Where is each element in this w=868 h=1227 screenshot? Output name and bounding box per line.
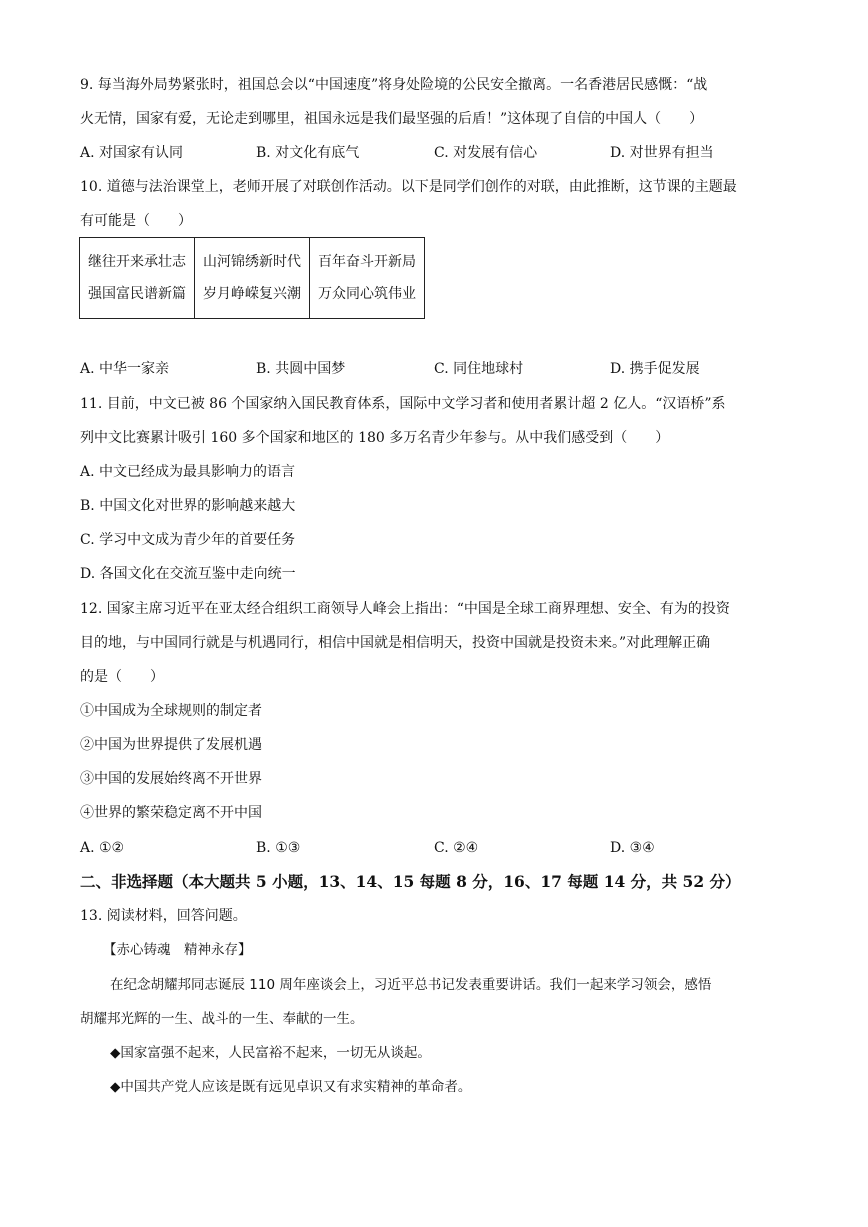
couplet-bottom: 万众同心筑伟业 [318, 286, 416, 302]
q12-option-c[interactable]: C. ②④ [434, 840, 479, 856]
q11-option-d[interactable]: D. 各国文化在交流互鉴中走向统一 [80, 566, 296, 582]
couplet-cell [310, 238, 425, 319]
q12-option-b[interactable]: B. ①③ [256, 840, 301, 856]
q9-option-a[interactable]: A. 对国家有认同 [80, 145, 184, 161]
q10-option-a[interactable]: A. 中华一家亲 [80, 361, 170, 377]
q12-option-d[interactable]: D. ③④ [610, 840, 655, 856]
couplet-bottom: 岁月峥嵘复兴潮 [203, 286, 301, 302]
q11-option-a[interactable]: A. 中文已经成为最具影响力的语言 [80, 464, 296, 480]
couplet-table [79, 237, 425, 319]
q13-bullet-1: ◆国家富强不起来，人民富裕不起来，一切无从谈起。 [110, 1045, 431, 1061]
couplet-cell [80, 238, 195, 319]
couplet-top: 百年奋斗开新局 [318, 254, 416, 270]
q12-statement-3: ③中国的发展始终离不开世界 [80, 771, 262, 787]
q10-stem-line1: 10. 道德与法治课堂上，老师开展了对联创作活动。以下是同学们创作的对联，由此推断，这节课的主题最 [80, 179, 737, 195]
q11-option-b[interactable]: B. 中国文化对世界的影响越来越大 [80, 498, 296, 514]
q13-bullet-2: ◆中国共产党人应该是既有远见卓识又有求实精神的革命者。 [110, 1079, 472, 1095]
q12-statement-4: ④世界的繁荣稳定离不开中国 [80, 805, 262, 821]
q9-option-c[interactable]: C. 对发展有信心 [434, 145, 538, 161]
q10-options [80, 359, 800, 379]
q12-statement-1: ①中国成为全球规则的制定者 [80, 703, 262, 719]
q11-stem-line1: 11. 目前，中文已被 86 个国家纳入国民教育体系，国际中文学习者和使用者累计超 2 亿人。“汉语桥”系 [80, 396, 726, 412]
q13-material-line1: 在纪念胡耀邦同志诞辰 110 周年座谈会上，习近平总书记发表重要讲话。我们一起来学习领会，感悟 [110, 977, 712, 993]
q9-options [80, 143, 800, 163]
q11-option-c[interactable]: C. 学习中文成为青少年的首要任务 [80, 532, 296, 548]
q12-option-a[interactable]: A. ①② [80, 840, 125, 856]
q10-option-b[interactable]: B. 共圆中国梦 [256, 361, 346, 377]
couplet-bottom: 强国富民谱新篇 [88, 286, 186, 302]
q12-stem-line3: 的是（ ） [80, 669, 164, 685]
q11-stem-line2: 列中文比赛累计吸引 160 多个国家和地区的 180 多万名青少年参与。从中我们感受到（ ） [80, 430, 670, 446]
q9-option-b[interactable]: B. 对文化有底气 [256, 145, 360, 161]
q13-material-line2: 胡耀邦光辉的一生、战斗的一生、奉献的一生。 [80, 1011, 364, 1027]
q13-prompt: 13. 阅读材料，回答问题。 [80, 908, 247, 924]
q12-options [80, 838, 800, 858]
q10-option-c[interactable]: C. 同住地球村 [434, 361, 524, 377]
q12-stem-line2: 目的地，与中国同行就是与机遇同行，相信中国就是相信明天，投资中国就是投资未来。”对此理解正确 [80, 635, 711, 651]
q12-stem-line1: 12. 国家主席习近平在亚太经合组织工商领导人峰会上指出：“中国是全球工商界理想、安全、有为的投资 [80, 601, 730, 617]
q9-stem-line2: 火无情，国家有爱，无论走到哪里，祖国永远是我们最坚强的后盾！”这体现了自信的中国人（ ） [80, 111, 704, 127]
q10-stem-line2: 有可能是（ ） [80, 213, 192, 229]
q9-option-d[interactable]: D. 对世界有担当 [610, 145, 714, 161]
q10-option-d[interactable]: D. 携手促发展 [610, 361, 700, 377]
q9-stem-line1: 9. 每当海外局势紧张时，祖国总会以“中国速度”将身处险境的公民安全撤离。一名香港居民感慨：“战 [80, 77, 708, 93]
couplet-top: 继往开来承壮志 [88, 254, 186, 270]
q12-statement-2: ②中国为世界提供了发展机遇 [80, 737, 262, 753]
q13-material-title: 【赤心铸魂 精神永存】 [103, 942, 252, 958]
couplet-top: 山河锦绣新时代 [203, 254, 301, 270]
section-heading: 二、非选择题（本大题共 5 小题，13、14、15 每题 8 分，16、17 每题 14 分，共 52 分） [80, 872, 741, 891]
couplet-cell [195, 238, 310, 319]
